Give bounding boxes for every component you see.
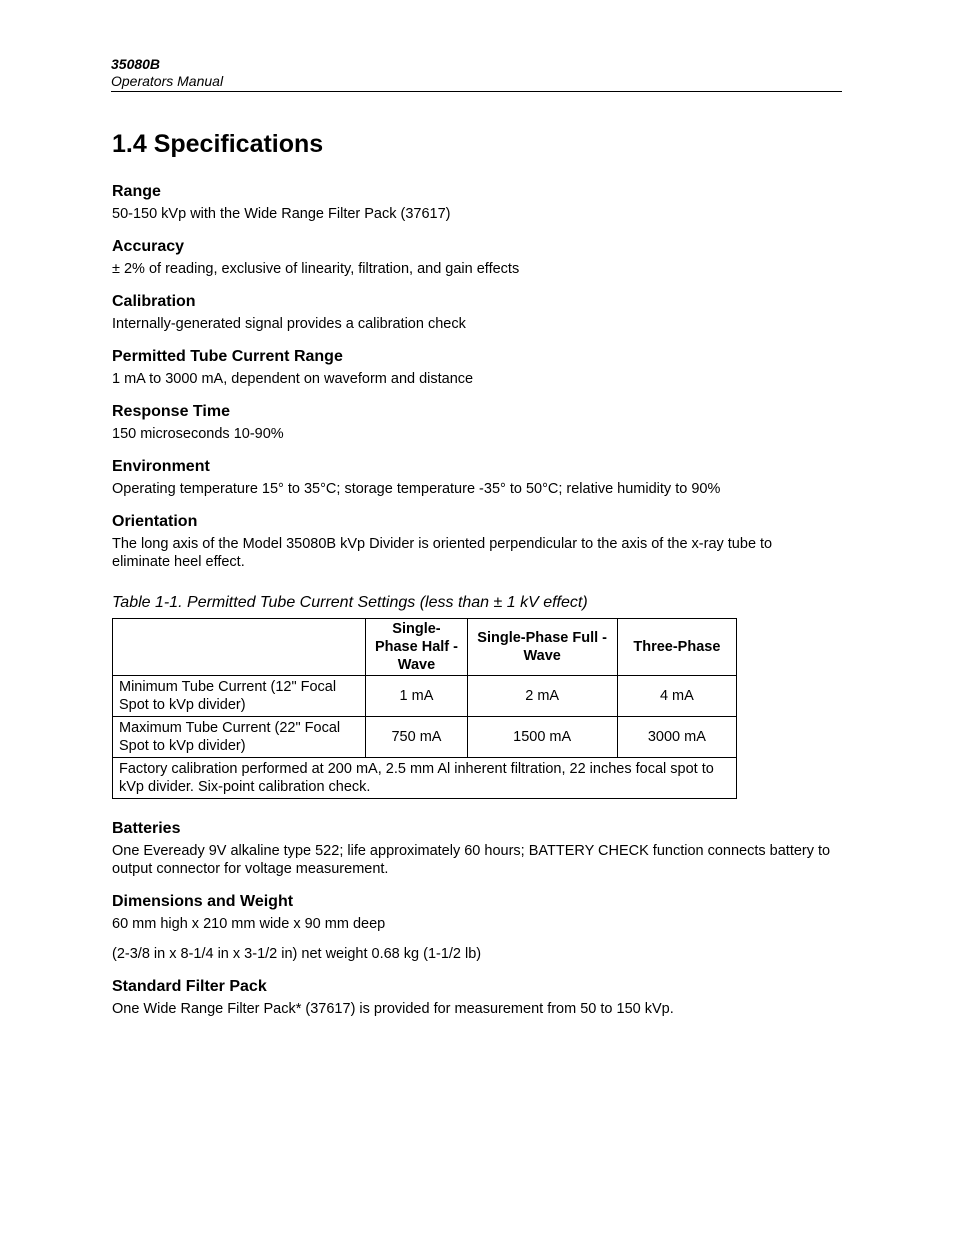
- spec-heading: Standard Filter Pack: [112, 978, 267, 995]
- table-note-row: [113, 758, 737, 799]
- header-model: 35080B: [111, 56, 161, 72]
- spec-text: Operating temperature 15° to 35°C; storage temperature -35° to 50°C; relative humidity to 90%: [112, 481, 721, 497]
- table-cell: 750 mA: [366, 717, 467, 758]
- spec-tube-current-range: [112, 347, 832, 388]
- table-row: [113, 676, 737, 717]
- spec-heading: Orientation: [112, 513, 198, 530]
- spec-standard-filter-pack: [112, 977, 832, 1018]
- table-row-label: Minimum Tube Current (12" Focal Spot to kVp divider): [113, 676, 366, 717]
- spec-orientation: [112, 512, 832, 571]
- section-title: 1.4 Specifications: [112, 130, 324, 158]
- spec-environment: [112, 457, 832, 498]
- spec-text: 150 microseconds 10-90%: [112, 426, 284, 442]
- spec-dimensions-weight: [112, 892, 832, 963]
- header-subtitle: Operators Manual: [111, 73, 224, 89]
- table-caption: Table 1-1. Permitted Tube Current Settings (less than ± 1 kV effect): [112, 594, 588, 611]
- table-cell: 4 mA: [617, 676, 736, 717]
- spec-text: One Eveready 9V alkaline type 522; life approximately 60 hours; BATTERY CHECK function connects battery to output connector for voltage measurement.: [112, 843, 831, 877]
- spec-text: 50-150 kVp with the Wide Range Filter Pack (37617): [112, 206, 451, 222]
- spec-heading: Dimensions and Weight: [112, 893, 294, 910]
- tube-current-table: [112, 618, 737, 799]
- table-cell: 3000 mA: [617, 717, 736, 758]
- spec-text: 1 mA to 3000 mA, dependent on waveform and distance: [112, 371, 474, 387]
- spec-heading: Range: [112, 183, 161, 200]
- spec-batteries: [112, 819, 832, 878]
- table-row: [113, 717, 737, 758]
- spec-calibration: [112, 292, 832, 333]
- spec-response-time: [112, 402, 832, 443]
- content: [112, 182, 832, 1032]
- table-header-cell: Single-Phase Half - Wave: [366, 619, 467, 676]
- spec-text: Internally-generated signal provides a calibration check: [112, 316, 466, 332]
- table-cell: 2 mA: [467, 676, 617, 717]
- spec-heading: Permitted Tube Current Range: [112, 348, 343, 365]
- spec-heading: Accuracy: [112, 238, 185, 255]
- table-cell: 1 mA: [366, 676, 467, 717]
- table-header-cell: [113, 619, 366, 676]
- spec-text: 60 mm high x 210 mm wide x 90 mm deep: [112, 916, 386, 932]
- spec-heading: Calibration: [112, 293, 196, 310]
- spec-heading: Response Time: [112, 403, 230, 420]
- spec-text: The long axis of the Model 35080B kVp Divider is oriented perpendicular to the axis of the x-ray tube to eliminate heel effect.: [112, 536, 773, 570]
- spec-accuracy: [112, 237, 832, 278]
- table-note: Factory calibration performed at 200 mA, 2.5 mm Al inherent filtration, 22 inches focal spot to kVp divider. Six-point calibration check.: [113, 758, 737, 799]
- spec-heading: Environment: [112, 458, 210, 475]
- spec-range: [112, 182, 832, 223]
- page-header: [111, 56, 842, 92]
- table-cell: 1500 mA: [467, 717, 617, 758]
- spec-heading: Batteries: [112, 820, 181, 837]
- table-header-row: [113, 619, 737, 676]
- table-row-label: Maximum Tube Current (22" Focal Spot to kVp divider): [113, 717, 366, 758]
- spec-text: One Wide Range Filter Pack* (37617) is provided for measurement from 50 to 150 kVp.: [112, 1001, 674, 1017]
- spec-text: (2-3/8 in x 8-1/4 in x 3-1/2 in) net weight 0.68 kg (1-1/2 lb): [112, 946, 482, 962]
- table-header-cell: Single-Phase Full - Wave: [467, 619, 617, 676]
- spec-text: ± 2% of reading, exclusive of linearity, filtration, and gain effects: [112, 261, 520, 277]
- table-header-cell: Three-Phase: [617, 619, 736, 676]
